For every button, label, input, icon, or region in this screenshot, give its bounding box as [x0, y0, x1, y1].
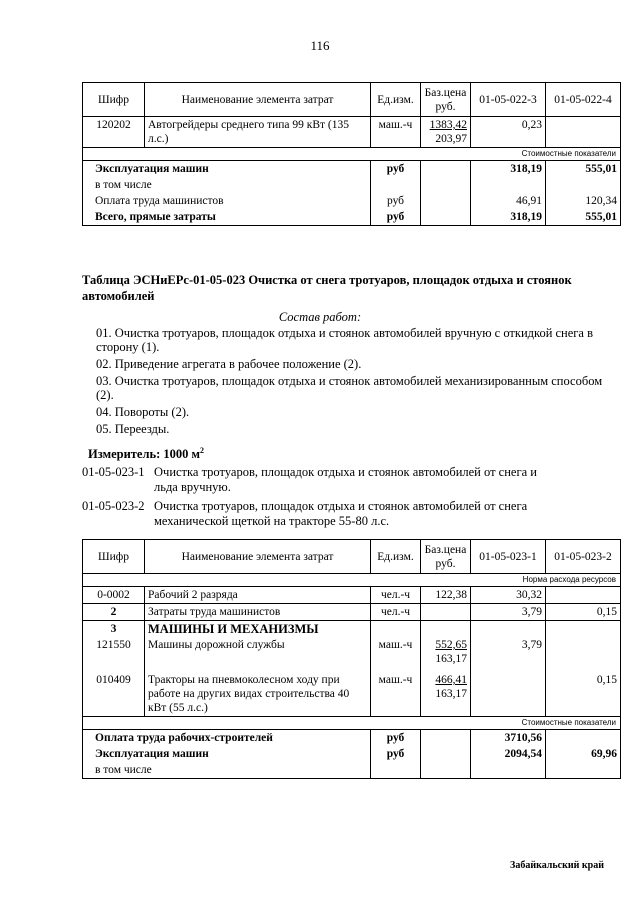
- summary-value-b: 555,01: [546, 161, 621, 178]
- header-unit: Ед.изм.: [371, 83, 421, 117]
- header-col-b: 01-05-023-2: [546, 540, 621, 574]
- works-item: 04. Повороты (2).: [96, 405, 190, 419]
- row-price: 122,38: [421, 587, 471, 604]
- summary-empty: [421, 193, 471, 209]
- summary-value-a: [471, 177, 546, 193]
- row-value-b: [546, 587, 621, 604]
- header-col-a: 01-05-023-1: [471, 540, 546, 574]
- row-code: 121550: [83, 637, 145, 667]
- header-unit: Ед.изм.: [371, 540, 421, 574]
- cost-table-1: [82, 82, 621, 226]
- table-title: Таблица ЭСНиЕРс-01-05-023 Очистка от снега тротуаров, площадок отдыха и стоянок автомобилей: [82, 273, 572, 303]
- table-row: [83, 117, 621, 148]
- row-unit: маш.-ч: [371, 637, 421, 667]
- row-code: 2: [83, 604, 145, 621]
- summary-row: [83, 177, 621, 193]
- table-row: [83, 637, 621, 667]
- summary-value-b: [546, 730, 621, 747]
- band-label: Стоимостные показатели: [83, 148, 621, 161]
- row-value-a: [471, 621, 546, 638]
- summary-empty: [421, 730, 471, 747]
- summary-unit: руб: [371, 209, 421, 226]
- summary-row: [83, 730, 621, 747]
- summary-empty: [421, 746, 471, 762]
- header-col-b: 01-05-022-4: [546, 83, 621, 117]
- row-code: 3: [83, 621, 145, 638]
- row-name: Затраты труда машинистов: [145, 604, 371, 621]
- header-col-a: 01-05-022-3: [471, 83, 546, 117]
- summary-unit: руб: [371, 193, 421, 209]
- entry-code: 01-05-023-1: [82, 465, 145, 479]
- summary-unit: руб: [371, 161, 421, 178]
- row-name: Тракторы на пневмоколесном ходу при работе на других видах строительства 40 кВт (55 л.с.): [145, 667, 371, 717]
- works-item: 02. Приведение агрегата в рабочее положение (2).: [96, 357, 362, 371]
- works-list: [96, 326, 621, 439]
- row-price: 552,65 163,17: [421, 637, 471, 667]
- summary-name: Эксплуатация машин: [83, 161, 371, 178]
- header-code: Шифр: [83, 540, 145, 574]
- summary-value-a: 46,91: [471, 193, 546, 209]
- row-unit: маш.-ч: [371, 667, 421, 717]
- summary-value-a: 318,19: [471, 209, 546, 226]
- row-value-b: 0,15: [546, 667, 621, 717]
- summary-name: Оплата труда машинистов: [83, 193, 371, 209]
- table-row: [83, 667, 621, 717]
- summary-name: в том числе: [83, 177, 371, 193]
- row-value-a: 30,32: [471, 587, 546, 604]
- row-value-b: 0,15: [546, 604, 621, 621]
- row-unit: маш.-ч: [371, 117, 421, 148]
- summary-unit: руб: [371, 730, 421, 747]
- band-label: Норма расхода ресурсов: [83, 574, 621, 587]
- summary-unit: [371, 762, 421, 779]
- row-price: [421, 604, 471, 621]
- summary-name: Эксплуатация машин: [83, 746, 371, 762]
- summary-value-b: [546, 177, 621, 193]
- table2-header-row: [83, 540, 621, 574]
- summary-row: [83, 161, 621, 178]
- summary-unit: [371, 177, 421, 193]
- table-row: [83, 604, 621, 621]
- row-price: 466,41 163,17: [421, 667, 471, 717]
- works-item: 05. Переезды.: [96, 422, 170, 436]
- header-name: Наименование элемента затрат: [145, 540, 371, 574]
- row-value-a: 3,79: [471, 637, 546, 667]
- summary-unit: руб: [371, 746, 421, 762]
- summary-value-a: 3710,56: [471, 730, 546, 747]
- summary-empty: [421, 161, 471, 178]
- row-value-a: 3,79: [471, 604, 546, 621]
- works-title: Состав работ:: [278, 310, 362, 324]
- row-name: Автогрейдеры среднего типа 99 кВт (135 л.с.): [145, 117, 371, 148]
- row-name: Рабочий 2 разряда: [145, 587, 371, 604]
- row-price: 1383,42 203,97: [421, 117, 471, 148]
- section-row: [83, 621, 621, 638]
- header-price: Баз.цена руб.: [421, 540, 471, 574]
- row-value-b: [546, 637, 621, 667]
- works-item: 03. Очистка тротуаров, площадок отдыха и стоянок автомобилей механизированным способом (2).: [96, 374, 603, 402]
- summary-name: в том числе: [83, 762, 371, 779]
- header-code: Шифр: [83, 83, 145, 117]
- summary-name: Всего, прямые затраты: [83, 209, 371, 226]
- band-label: Стоимостные показатели: [83, 717, 621, 730]
- summary-row: [83, 209, 621, 226]
- row-code: 0-0002: [83, 587, 145, 604]
- row-unit: [371, 621, 421, 638]
- summary-row: [83, 746, 621, 762]
- row-price: [421, 621, 471, 638]
- summary-value-b: [546, 762, 621, 779]
- band-row: [83, 717, 621, 730]
- summary-value-a: 2094,54: [471, 746, 546, 762]
- summary-value-a: 318,19: [471, 161, 546, 178]
- summary-empty: [421, 762, 471, 779]
- summary-value-b: 555,01: [546, 209, 621, 226]
- row-unit: чел.-ч: [371, 604, 421, 621]
- row-code: 010409: [83, 667, 145, 717]
- cost-table-2: [82, 539, 621, 779]
- band-row: [83, 574, 621, 587]
- row-value-b: [546, 117, 621, 148]
- footer-region: Забайкальский край: [510, 860, 604, 871]
- row-unit: чел.-ч: [371, 587, 421, 604]
- measurer: Измеритель: 1000 $м^2$: [88, 446, 205, 462]
- summary-name: Оплата труда рабочих-строителей: [83, 730, 371, 747]
- band-row: [83, 148, 621, 161]
- row-name: Машины дорожной службы: [145, 637, 371, 667]
- row-code: 120202: [83, 117, 145, 148]
- summary-value-a: [471, 762, 546, 779]
- entry-description: Очистка тротуаров, площадок отдыха и стоянок автомобилей от снега и льда вручную.: [154, 465, 537, 494]
- entry-code: 01-05-023-2: [82, 499, 145, 513]
- row-value-a: 0,23: [471, 117, 546, 148]
- summary-row: [83, 193, 621, 209]
- entry-description: Очистка тротуаров, площадок отдыха и стоянок автомобилей от снега механической щеткой на тракторе 55-80 л.с.: [154, 499, 528, 528]
- row-value-a: [471, 667, 546, 717]
- page-number: 116: [310, 38, 330, 53]
- section-name: МАШИНЫ И МЕХАНИЗМЫ: [145, 621, 371, 638]
- header-price: Баз.цена руб.: [421, 83, 471, 117]
- summary-value-b: 69,96: [546, 746, 621, 762]
- table-row: [83, 587, 621, 604]
- summary-row: [83, 762, 621, 779]
- summary-value-b: 120,34: [546, 193, 621, 209]
- summary-empty: [421, 177, 471, 193]
- table1-header-row: [83, 83, 621, 117]
- header-name: Наименование элемента затрат: [145, 83, 371, 117]
- summary-empty: [421, 209, 471, 226]
- row-value-b: [546, 621, 621, 638]
- works-item: 01. Очистка тротуаров, площадок отдыха и стоянок автомобилей вручную с откидкой снега в сторону (1).: [96, 326, 593, 354]
